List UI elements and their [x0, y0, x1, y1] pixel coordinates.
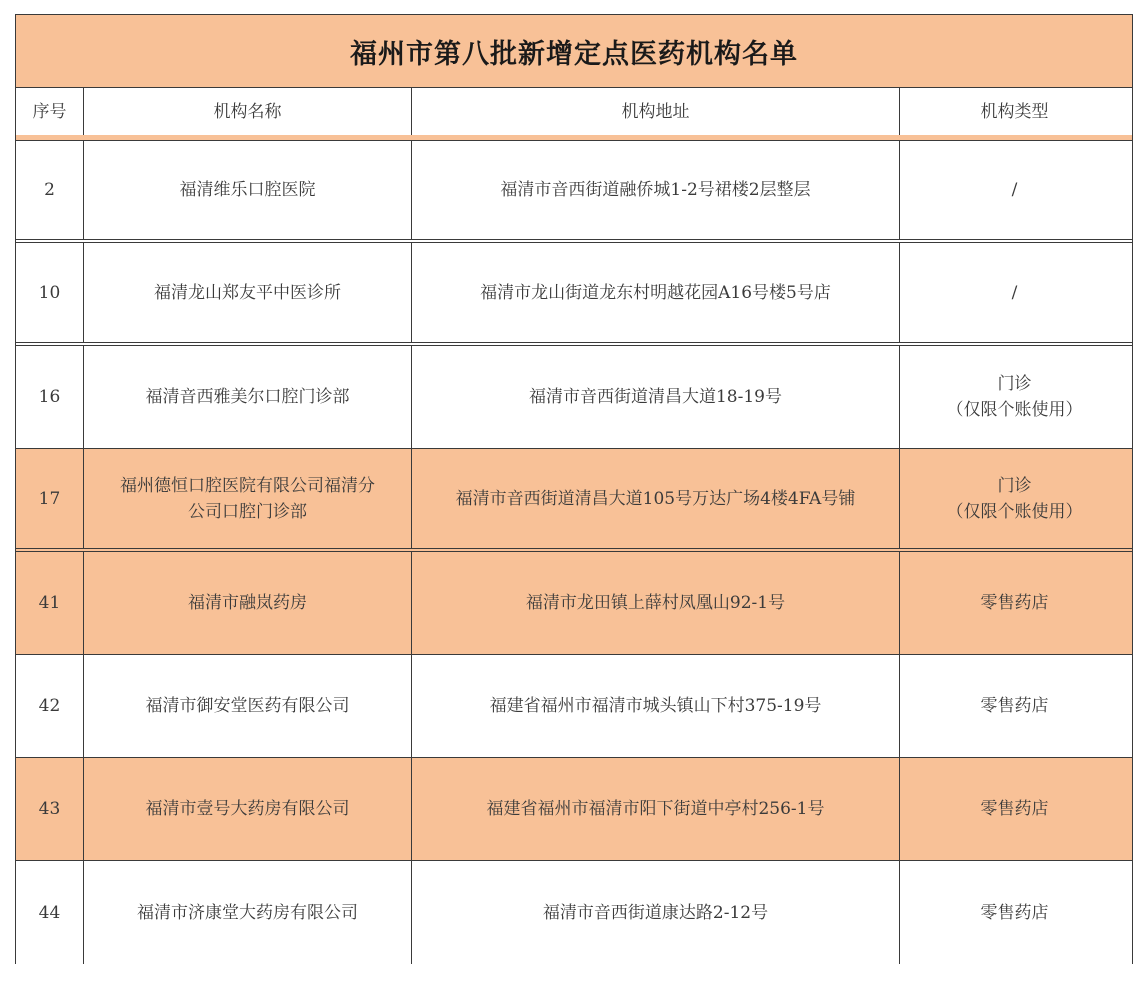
- cell-type: 零售药店: [980, 593, 1049, 613]
- cell-type: 门诊 （仅限个账使用）: [946, 374, 1083, 420]
- table-row: [16, 243, 1132, 346]
- cell-name: 福清龙山郑友平中医诊所: [84, 243, 412, 342]
- cell-type: 零售药店: [980, 799, 1049, 819]
- table-row: [16, 655, 1132, 758]
- table-row: [16, 449, 1132, 552]
- header-type: 机构类型: [980, 101, 1049, 122]
- cell-name: 福清维乐口腔医院: [84, 141, 412, 239]
- cell-name: 福州德恒口腔医院有限公司福清分 公司口腔门诊部: [84, 449, 412, 548]
- cell-address: 福清市音西街道清昌大道18-19号: [412, 346, 900, 448]
- table-header-row: [16, 88, 1132, 140]
- header-no: 序号: [16, 88, 84, 135]
- table-row: [16, 758, 1132, 861]
- cell-address: 福清市龙山街道龙东村明越花园A16号楼5号店: [412, 243, 900, 342]
- cell-address: 福清市音西街道融侨城1-2号裙楼2层整层: [412, 141, 900, 239]
- cell-no: 10: [16, 243, 84, 342]
- cell-address: 福清市龙田镇上薛村凤凰山92-1号: [412, 552, 900, 654]
- cell-address: 福建省福州市福清市阳下街道中亭村256-1号: [412, 758, 900, 860]
- cell-no: 43: [16, 758, 84, 860]
- cell-no: 44: [16, 861, 84, 964]
- table-row: [16, 552, 1132, 655]
- table-row: [16, 861, 1132, 964]
- cell-name: 福清音西雅美尔口腔门诊部: [84, 346, 412, 448]
- cell-type: 零售药店: [980, 696, 1049, 716]
- header-address: 机构地址: [412, 88, 900, 135]
- table-row: [16, 140, 1132, 243]
- cell-name: 福清市壹号大药房有限公司: [84, 758, 412, 860]
- cell-type: 零售药店: [980, 902, 1049, 923]
- cell-name: 福清市济康堂大药房有限公司: [84, 861, 412, 964]
- cell-address: 福清市音西街道清昌大道105号万达广场4楼4FA号铺: [412, 449, 900, 548]
- table-title: 福州市第八批新增定点医药机构名单: [16, 15, 1132, 88]
- table-row: [16, 346, 1132, 449]
- cell-name: 福清市御安堂医药有限公司: [84, 655, 412, 757]
- cell-no: 17: [16, 449, 84, 548]
- cell-no: 2: [16, 141, 84, 239]
- cell-type: /: [1011, 282, 1018, 303]
- cell-no: 16: [16, 346, 84, 448]
- cell-no: 41: [16, 552, 84, 654]
- cell-address: 福建省福州市福清市城头镇山下村375-19号: [412, 655, 900, 757]
- cell-name: 福清市融岚药房: [84, 552, 412, 654]
- institution-table: [15, 14, 1133, 964]
- cell-type: /: [1011, 180, 1018, 200]
- cell-address: 福清市音西街道康达路2-12号: [412, 861, 900, 964]
- cell-type: 门诊 （仅限个账使用）: [946, 475, 1083, 522]
- cell-no: 42: [16, 655, 84, 757]
- header-name: 机构名称: [84, 88, 412, 135]
